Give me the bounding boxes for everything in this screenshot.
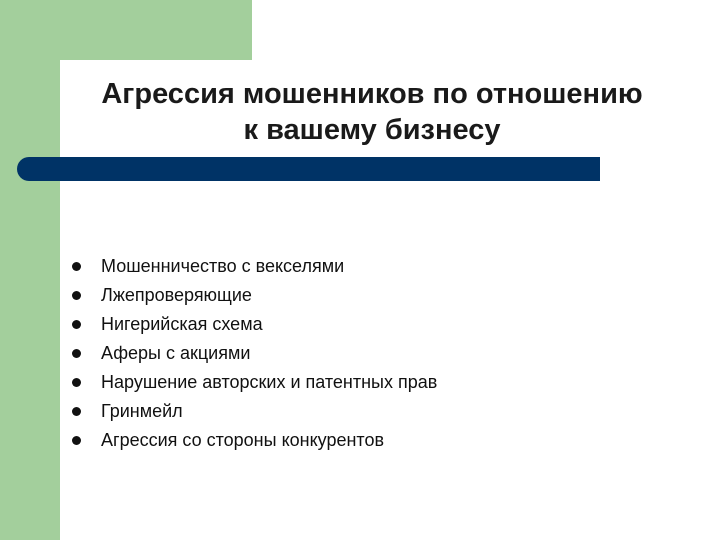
bullet-text: Мошенничество с векселями — [101, 256, 345, 276]
decor-green-left-strip — [0, 0, 60, 540]
bullet-text: Аферы с акциями — [101, 343, 251, 363]
bullet-text: Нигерийская схема — [101, 314, 263, 334]
bullet-text: Нарушение авторских и патентных прав — [101, 372, 438, 392]
bullet-dot-icon — [72, 349, 81, 358]
bullet-text: Гринмейл — [101, 401, 183, 421]
bullet-dot-icon — [72, 407, 81, 416]
bullet-dot-icon — [72, 291, 81, 300]
slide-title-line-2: к вашему бизнесу — [243, 114, 501, 146]
bullet-dot-icon — [72, 262, 81, 271]
bullet-text: Лжепроверяющие — [101, 285, 252, 305]
slide-title-line-1: Агрессия мошенников по отношению — [101, 78, 643, 110]
slide-title — [72, 76, 672, 148]
title-underline-bar — [17, 157, 600, 181]
bullet-dot-icon — [72, 436, 81, 445]
bullet-dot-icon — [72, 320, 81, 329]
bullet-text: Агрессия со стороны конкурентов — [101, 430, 385, 450]
bullet-dot-icon — [72, 378, 81, 387]
